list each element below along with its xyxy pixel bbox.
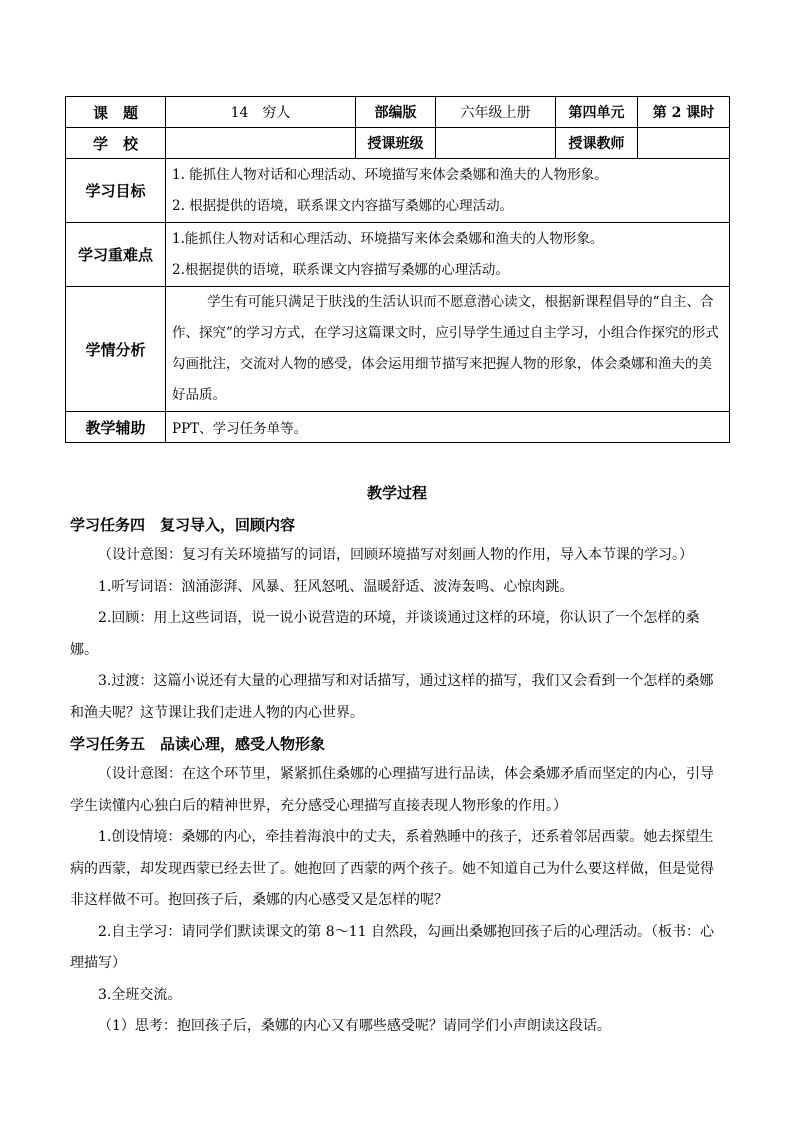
lesson-period: 第 2 课时 [638, 97, 730, 128]
process-body [70, 510, 725, 1043]
label-analysis: 学情分析 [66, 287, 166, 412]
unit: 第四单元 [556, 97, 638, 128]
row-aids [66, 412, 730, 443]
task4-step3: 3.过渡：这篇小说还有大量的心理描写和对话描写，通过这样的描写，我们又会看到一个怎样的桑娜和渔夫呢？这节课让我们走进人物的内心世界。 [70, 673, 714, 721]
task4-heading: 学习任务四 复习导入，回顾内容 [70, 516, 296, 534]
label-class: 授课班级 [356, 128, 436, 159]
label-school: 学 校 [66, 128, 166, 159]
label-teacher: 授课教师 [556, 128, 638, 159]
teacher-value [638, 128, 730, 159]
keypoint-item: 2.根据提供的语境，联系课文内容描写桑娜的心理活动。 [172, 261, 509, 278]
row-keypoints [66, 223, 730, 287]
task5-step3: 3.全班交流。 [98, 986, 182, 1003]
label-keypoints: 学习重难点 [66, 223, 166, 287]
keypoint-item: 1.能抓住人物对话和心理活动、环境描写来体会桑娜和渔夫的人物形象。 [172, 230, 604, 247]
goals-content [166, 159, 730, 223]
task5-step3-1: （1）思考：抱回孩子后，桑娜的内心又有哪些感受呢？请同学们小声朗读这段话。 [98, 1018, 611, 1034]
label-course: 课 题 [66, 97, 166, 128]
goal-item: 1. 能抓住人物对话和心理活动、环境描写来体会桑娜和渔夫的人物形象。 [172, 166, 608, 183]
row-course [66, 97, 730, 128]
aids-content: PPT、学习任务单等。 [166, 412, 730, 443]
task4-step2: 2.回顾：用上这些词语，说一说小说营造的环境，并谈谈通过这样的环境，你认识了一个怎样的桑娜。 [70, 610, 700, 658]
label-goals: 学习目标 [66, 159, 166, 223]
task5-step2: 2.自主学习：请同学们默读课文的第 8～11 自然段，勾画出桑娜抱回孩子后的心理活动。（板书：心理描写） [70, 923, 714, 971]
analysis-text: 学生有可能只满足于肤浅的生活认识而不愿意潜心读文，根据新课程倡导的“自主、合作、探究”的学习方式，在学习这篇课文时，应引导学生通过自主学习，小组合作探究的形式勾画批注，交流对人物的感受，体会运用细节描写来把握人物的形象，体会桑娜和渔夫的美好品质。 [172, 294, 719, 403]
lesson-info-table [65, 96, 730, 443]
row-school [66, 128, 730, 159]
task5-heading: 学习任务五 品读心理，感受人物形象 [70, 735, 326, 753]
course-title: 14 穷人 [166, 97, 356, 128]
process-title: 教学过程 [366, 484, 427, 502]
task4-design: （设计意图：复习有关环境描写的词语，回顾环境描写对刻画人物的作用，导入本节课的学习。） [98, 547, 693, 563]
edition: 部编版 [356, 97, 436, 128]
keypoints-content [166, 223, 730, 287]
task5-design: （设计意图：在这个环节里，紧紧抓住桑娜的心理描写进行品读，体会桑娜矛盾而坚定的内心，引导学生读懂内心独白后的精神世界，充分感受心理描写直接表现人物形象的作用。） [70, 766, 714, 814]
label-aids: 教学辅助 [66, 412, 166, 443]
task5-step1: 1.创设情境：桑娜的内心，牵挂着海浪中的丈夫，系着熟睡中的孩子，还系着邻居西蒙。她去探望生病的西蒙，却发现西蒙已经去世了。她抱回了西蒙的两个孩子。她不知道自己为什么要这样做，但是觉得非这样做不可。抱回孩子后，桑娜的内心感受又是怎样的呢？ [70, 829, 714, 908]
row-analysis [66, 287, 730, 412]
class-value [436, 128, 556, 159]
task4-step1: 1.听写词语：汹涌澎湃、风暴、狂风怒吼、温暖舒适、波涛轰鸣、心惊肉跳。 [98, 578, 574, 595]
row-goals [66, 159, 730, 223]
grade: 六年级上册 [436, 97, 556, 128]
analysis-content [166, 287, 730, 412]
goal-item: 2. 根据提供的语境，联系课文内容描写桑娜的心理活动。 [172, 197, 514, 214]
school-value [166, 128, 356, 159]
